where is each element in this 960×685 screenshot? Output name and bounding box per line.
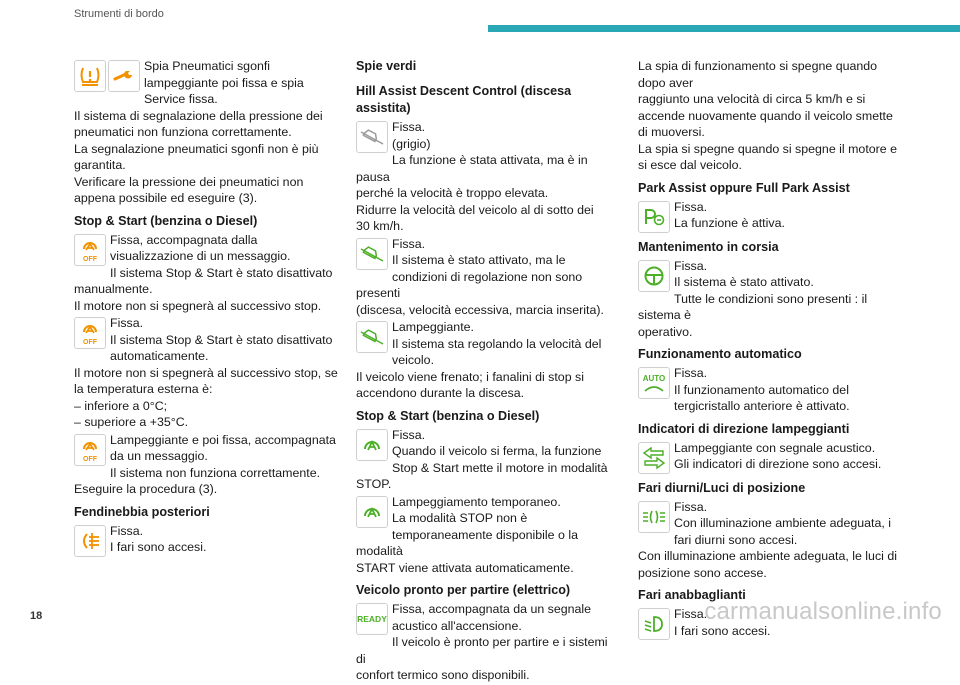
gss1-line-2: Quando il veicolo si ferma, la funzione [392, 444, 602, 458]
hadc1-line-5: Ridurre la velocità del veicolo al di sotto dei [356, 202, 594, 217]
continued-paragraph [638, 58, 898, 174]
ss2-line-6: – inferiore a 0°C; [74, 398, 168, 413]
gss1-line-1: Fissa. [392, 427, 426, 442]
auto-line-3: tergicristallo anteriore è attivato. [674, 399, 850, 413]
section-heading-low-beam: Fari anabbaglianti [638, 588, 746, 602]
auto-line-1: Fissa. [674, 366, 708, 380]
cont-line-3: accende nuovamente quando il veicolo smette [638, 108, 893, 123]
gss2-line-1: Lampeggiamento temporaneo. [392, 494, 561, 509]
drl-line-1: Fissa. [674, 499, 708, 514]
section-heading-stop-start: Stop & Start (benzina o Diesel) [74, 213, 258, 228]
hadc3-line-2: Il sistema sta regolando la velocità del [392, 336, 602, 351]
ss1-line-1: Fissa, accompagnata dalla [110, 232, 258, 247]
ss3-line-1: Lampeggiante e poi fissa, accompagnata [110, 432, 336, 447]
header-accent-bar [488, 25, 960, 32]
park-assist-icon [638, 201, 670, 233]
service-wrench-icon [108, 60, 140, 92]
ss1-line-2: visualizzazione di un messaggio. [110, 249, 291, 263]
svg-text:OFF: OFF [83, 455, 97, 463]
tyre-line-5: pneumatici non funziona correttamente. [74, 125, 292, 139]
ss2-line-2: Il sistema Stop & Start è stato disattivato [110, 332, 333, 347]
tyre-line-2: lampeggiante poi fissa e spia [144, 75, 304, 90]
ss2-line-5: la temperatura esterna è: [74, 382, 213, 396]
column-3 [638, 58, 898, 641]
running-header: Strumenti di bordo [74, 8, 164, 20]
lane-line-1: Fissa. [674, 258, 708, 273]
tyre-line-4: Il sistema di segnalazione della pressione dei [74, 108, 323, 123]
drl-line-5: posizione sono accese. [638, 565, 767, 580]
gss2-line-3: temporaneamente disponibile o la modalità [356, 527, 578, 558]
hill-descent-green-icon [356, 321, 388, 353]
lane-line-4: operativo. [638, 324, 693, 339]
entry-hill-descent-2 [356, 236, 611, 319]
ready-line-4: confort termico sono disponibili. [356, 668, 530, 682]
section-heading-turn-signals: Indicatori di direzione lampeggianti [638, 421, 850, 436]
rear-fog-light-icon [74, 525, 106, 557]
hadc3-line-5: accendono durante la discesa. [356, 386, 525, 400]
entry-auto-wiper [638, 365, 898, 415]
tyre-pressure-warning-icon [74, 60, 106, 92]
hadc3-line-3: veicolo. [392, 353, 435, 367]
section-heading-hill-descent: Hill Assist Descent Control (discesa assistita) [356, 84, 572, 115]
entry-stop-start-green-1 [356, 427, 611, 493]
tyre-line-3: Service fissa. [144, 92, 218, 106]
auto-line-2: Il funzionamento automatico del [674, 382, 849, 397]
park-line-1: Fissa. [674, 199, 708, 214]
entry-park-assist [638, 199, 898, 233]
turn-signal-icon [638, 442, 670, 474]
drl-line-4: Con illuminazione ambiente adeguata, le luci di [638, 549, 897, 563]
hill-descent-green-icon [356, 238, 388, 270]
hill-descent-grey-icon [356, 121, 388, 153]
hadc1-line-6: 30 km/h. [356, 219, 404, 233]
fog-line-2: I fari sono accesi. [110, 540, 207, 554]
hadc1-line-1: Fissa. [392, 120, 426, 134]
ss3-line-2: da un messaggio. [110, 449, 208, 463]
gss2-line-4: START viene attivata automaticamente. [356, 560, 574, 575]
ss3-line-4: Eseguire la procedura (3). [74, 482, 218, 496]
drl-line-2: Con illuminazione ambiente adeguata, i [674, 516, 891, 530]
tyre-line-6: La segnalazione pneumatici sgonfi non è più [74, 141, 319, 156]
hadc2-line-3: condizioni di regolazione non sono presenti [356, 269, 583, 300]
low-line-1: Fissa. [674, 607, 708, 621]
section-heading-drl: Fari diurni/Luci di posizione [638, 480, 806, 495]
lane-line-2: Il sistema è stato attivato. [674, 275, 814, 289]
page-number: 18 [30, 610, 43, 622]
hadc1-line-2: (grigio) [392, 136, 431, 151]
tyre-line-7: garantita. [74, 158, 126, 172]
ss2-line-7: – superiore a +35°C. [74, 415, 189, 429]
lane-keeping-icon [638, 260, 670, 292]
hadc2-line-1: Fissa. [392, 236, 426, 251]
cont-line-6: si esce dal veicolo. [638, 158, 742, 172]
daytime-running-lights-icon [638, 501, 670, 533]
ready-line-1: Fissa, accompagnata da un segnale [392, 602, 592, 616]
tyre-line-9: appena possibile ed eseguire (3). [74, 191, 258, 205]
turn-line-2: Gli indicatori di direzione sono accesi. [674, 457, 882, 471]
auto-icon-label: AUTO [642, 373, 666, 383]
hadc2-line-2: Il sistema è stato attivato, ma le [392, 253, 566, 267]
entry-hill-descent-3 [356, 319, 611, 402]
stop-start-off-icon [74, 234, 106, 266]
entry-stop-start-3 [74, 432, 339, 498]
cont-line-1: La spia di funzionamento si spegne quando dopo aver [638, 59, 878, 90]
low-beam-icon [638, 608, 670, 640]
entry-turn-signals [638, 440, 898, 474]
stop-start-off-icon [74, 434, 106, 466]
ss2-line-1: Fissa. [110, 316, 144, 330]
ss2-line-3: automaticamente. [110, 349, 209, 363]
ss1-line-5: Il motore non si spegnerà al successivo stop. [74, 298, 322, 313]
hadc3-line-4: Il veicolo viene frenato; i fanalini di stop si [356, 369, 584, 384]
section-heading-green-lights: Spie verdi [356, 59, 417, 73]
auto-wiper-icon [638, 367, 670, 399]
ready-line-2: acustico all'accensione. [392, 618, 522, 633]
stop-start-green-icon [356, 496, 388, 528]
cont-line-4: di muoversi. [638, 125, 705, 139]
entry-drl [638, 499, 898, 582]
low-line-2: I fari sono accesi. [674, 623, 771, 638]
cont-line-5: La spia si spegne quando si spegne il motore e [638, 141, 897, 156]
gss2-line-2: La modalità STOP non è [392, 511, 528, 525]
park-line-2: La funzione è attiva. [674, 216, 785, 230]
stop-start-off-icon [74, 317, 106, 349]
svg-text:OFF: OFF [83, 339, 97, 346]
hadc3-line-1: Lampeggiante. [392, 320, 474, 334]
hadc1-line-3: La funzione è stata attivata, ma è in pausa [356, 153, 588, 184]
ss1-line-4: manualmente. [74, 282, 153, 296]
stop-start-green-icon [356, 429, 388, 461]
section-heading-auto-wiper: Funzionamento automatico [638, 347, 802, 361]
ss3-line-3: Il sistema non funziona correttamente. [110, 465, 321, 480]
hadc1-line-4: perché la velocità è troppo elevata. [356, 186, 549, 200]
ready-icon [356, 603, 388, 635]
entry-tyre-pressure [74, 58, 339, 207]
entry-stop-start-2 [74, 315, 339, 431]
gss1-line-3: Stop & Start mette il motore in modalità STOP. [356, 460, 608, 491]
cont-line-2: raggiunto una velocità di circa 5 km/h e si [638, 92, 866, 106]
entry-stop-start-green-2 [356, 494, 611, 577]
entry-lane-keeping [638, 258, 898, 341]
drl-line-3: fari diurni sono accesi. [674, 532, 798, 547]
entry-hill-descent-1 [356, 119, 611, 235]
hadc2-line-4: (discesa, velocità eccessiva, marcia inserita). [356, 302, 604, 317]
ready-line-3: Il veicolo è pronto per partire e i sistemi di [356, 635, 608, 666]
entry-stop-start-1 [74, 232, 339, 315]
fog-line-1: Fissa. [110, 523, 144, 538]
tyre-line-1: Spia Pneumatici sgonfi [144, 59, 271, 73]
turn-line-1: Lampeggiante con segnale acustico. [674, 440, 876, 455]
entry-rear-fog [74, 523, 339, 557]
tyre-line-8: Verificare la pressione dei pneumatici non [74, 174, 304, 189]
section-heading-stop-start-green: Stop & Start (benzina o Diesel) [356, 408, 540, 423]
column-1 [74, 58, 339, 558]
section-heading-ready: Veicolo pronto per partire (elettrico) [356, 583, 571, 597]
section-heading-park-assist: Park Assist oppure Full Park Assist [638, 180, 850, 195]
column-2 [356, 58, 611, 685]
ss1-line-3: Il sistema Stop & Start è stato disattivato [110, 265, 333, 280]
lane-line-3: Tutte le condizioni sono presenti : il sistema è [638, 291, 868, 322]
watermark: carmanualsonline.info [704, 598, 942, 625]
entry-ready [356, 601, 611, 684]
ready-icon-label: READY [357, 613, 387, 624]
ss2-line-4: Il motore non si spegnerà al successivo stop, se [74, 365, 338, 380]
svg-text:OFF: OFF [83, 255, 97, 263]
section-heading-lane-keeping: Mantenimento in corsia [638, 239, 779, 254]
section-heading-rear-fog: Fendinebbia posteriori [74, 504, 210, 519]
